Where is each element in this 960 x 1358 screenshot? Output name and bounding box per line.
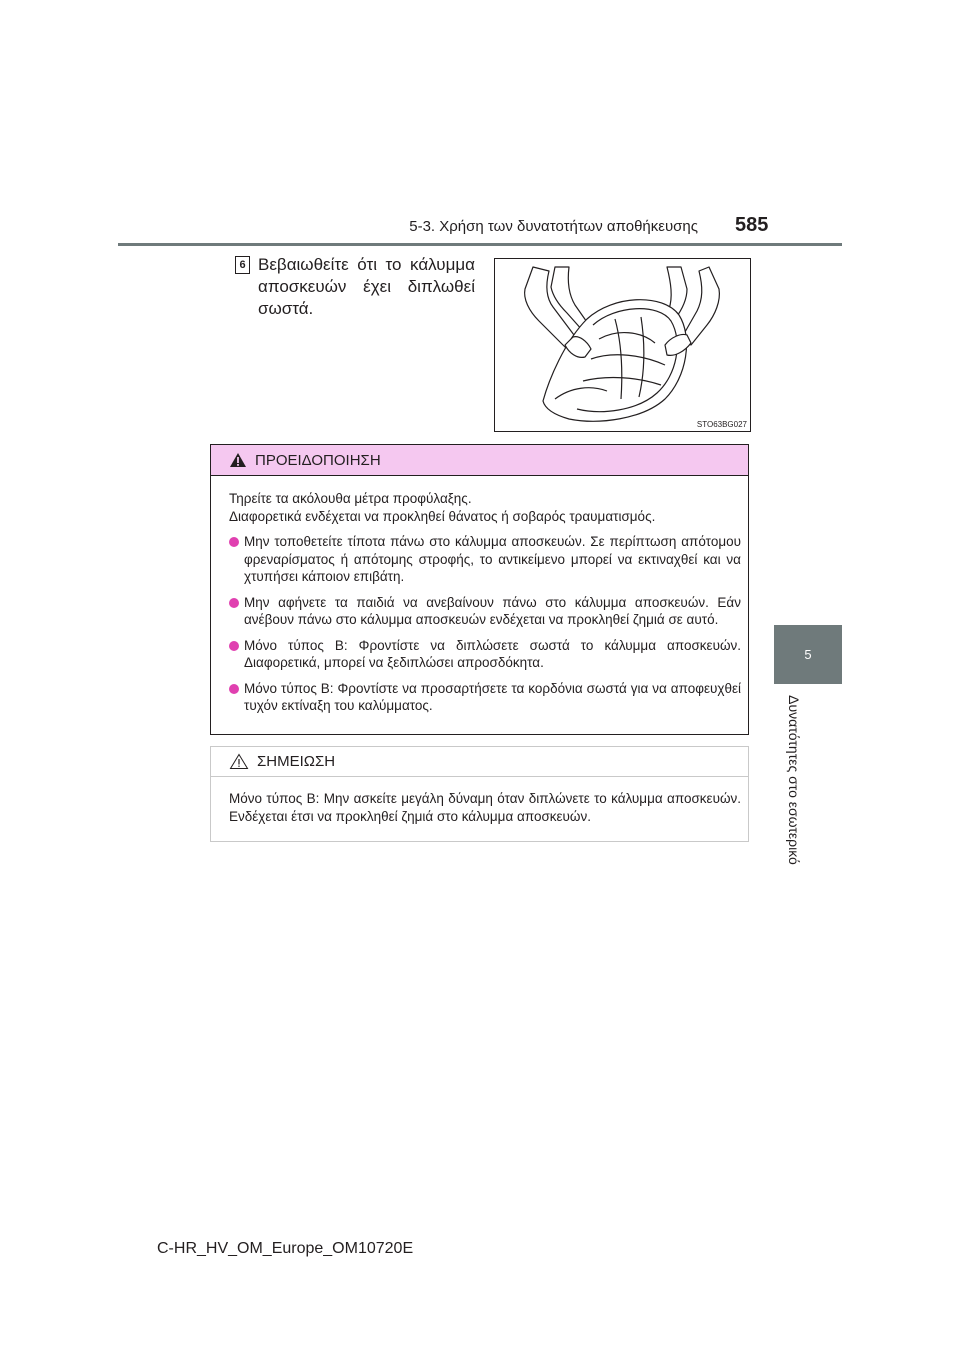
note-title: ΣΗΜΕΙΩΣΗ [257, 753, 336, 770]
warning-body [211, 476, 748, 715]
warning-item [229, 637, 741, 672]
step-instruction: Βεβαιωθείτε ότι το κάλυμμα αποσκευών έχει διπλωθεί σωστά. [258, 255, 475, 318]
illustration-code: STO63BG027 [696, 420, 747, 429]
folded-cover-illustration [495, 259, 750, 431]
warning-item-text: Μόνο τύπος B: Φροντίστε να διπλώσετε σωστά το κάλυμμα αποσκευών. Διαφορετικά, μπορεί να ξεδιπλώσει απροσδόκητα. [244, 637, 741, 670]
footer-document-code: C-HR_HV_OM_Europe_OM10720E [157, 1240, 414, 1257]
warning-item [229, 533, 741, 586]
warning-triangle-icon [229, 452, 247, 468]
chapter-side-title [760, 690, 828, 870]
note-box [210, 746, 749, 842]
illustration-cover-folding [494, 258, 751, 432]
warning-box [210, 444, 749, 735]
warning-item-text: Μην τοποθετείτε τίποτα πάνω στο κάλυμμα αποσκευών. Σε περίπτωση απότομου φρεναρίσματος ή απότομης στροφής, το αντικείμενο μπορεί να εκτιναχθεί και να χτυπήσει κάποιον επιβάτη. [244, 534, 741, 584]
note-header [211, 747, 748, 777]
warning-title: ΠΡΟΕΙΔΟΠΟΙΗΣΗ [255, 451, 381, 469]
page-number: 585 [735, 214, 769, 236]
section-header-title: 5-3. Χρήση των δυνατοτήτων αποθήκευσης [409, 218, 698, 235]
warning-item [229, 680, 741, 715]
step-number-badge: 6 [235, 256, 250, 274]
bullet-dot-icon [229, 537, 239, 547]
chapter-side-title-text: Δυνατότητες στο εσωτερικό [786, 695, 803, 865]
warning-header [211, 445, 748, 476]
warning-intro-line-1: Τηρείτε τα ακόλουθα μέτρα προφύλαξης. [229, 491, 472, 506]
bullet-dot-icon [229, 641, 239, 651]
chapter-tab-number: 5 [804, 647, 812, 662]
warning-item [229, 594, 741, 629]
bullet-dot-icon [229, 684, 239, 694]
chapter-tab [774, 625, 842, 684]
warning-item-text: Μην αφήνετε τα παιδιά να ανεβαίνουν πάνω στο κάλυμμα αποσκευών. Εάν ανέβουν πάνω στο κάλυμμα αποσκευών ενδέχεται να προκληθεί ζημιά σε αυτό. [244, 594, 741, 627]
bullet-dot-icon [229, 598, 239, 608]
header-rule [118, 243, 842, 246]
warning-item-text: Μόνο τύπος B: Φροντίστε να προσαρτήσετε τα κορδόνια σωστά για να αποφευχθεί τυχόν εκτίναξη του καλύμματος. [244, 680, 741, 713]
note-body: Μόνο τύπος B: Μην ασκείτε μεγάλη δύναμη όταν διπλώνετε το κάλυμμα αποσκευών. Ενδέχεται έτσι να προκληθεί ζημιά στο κάλυμμα αποσκευών. [229, 791, 741, 824]
warning-intro-line-2: Διαφορετικά ενδέχεται να προκληθεί θάνατος ή σοβαρός τραυματισμός. [229, 508, 656, 524]
caution-outline-icon [229, 753, 249, 770]
